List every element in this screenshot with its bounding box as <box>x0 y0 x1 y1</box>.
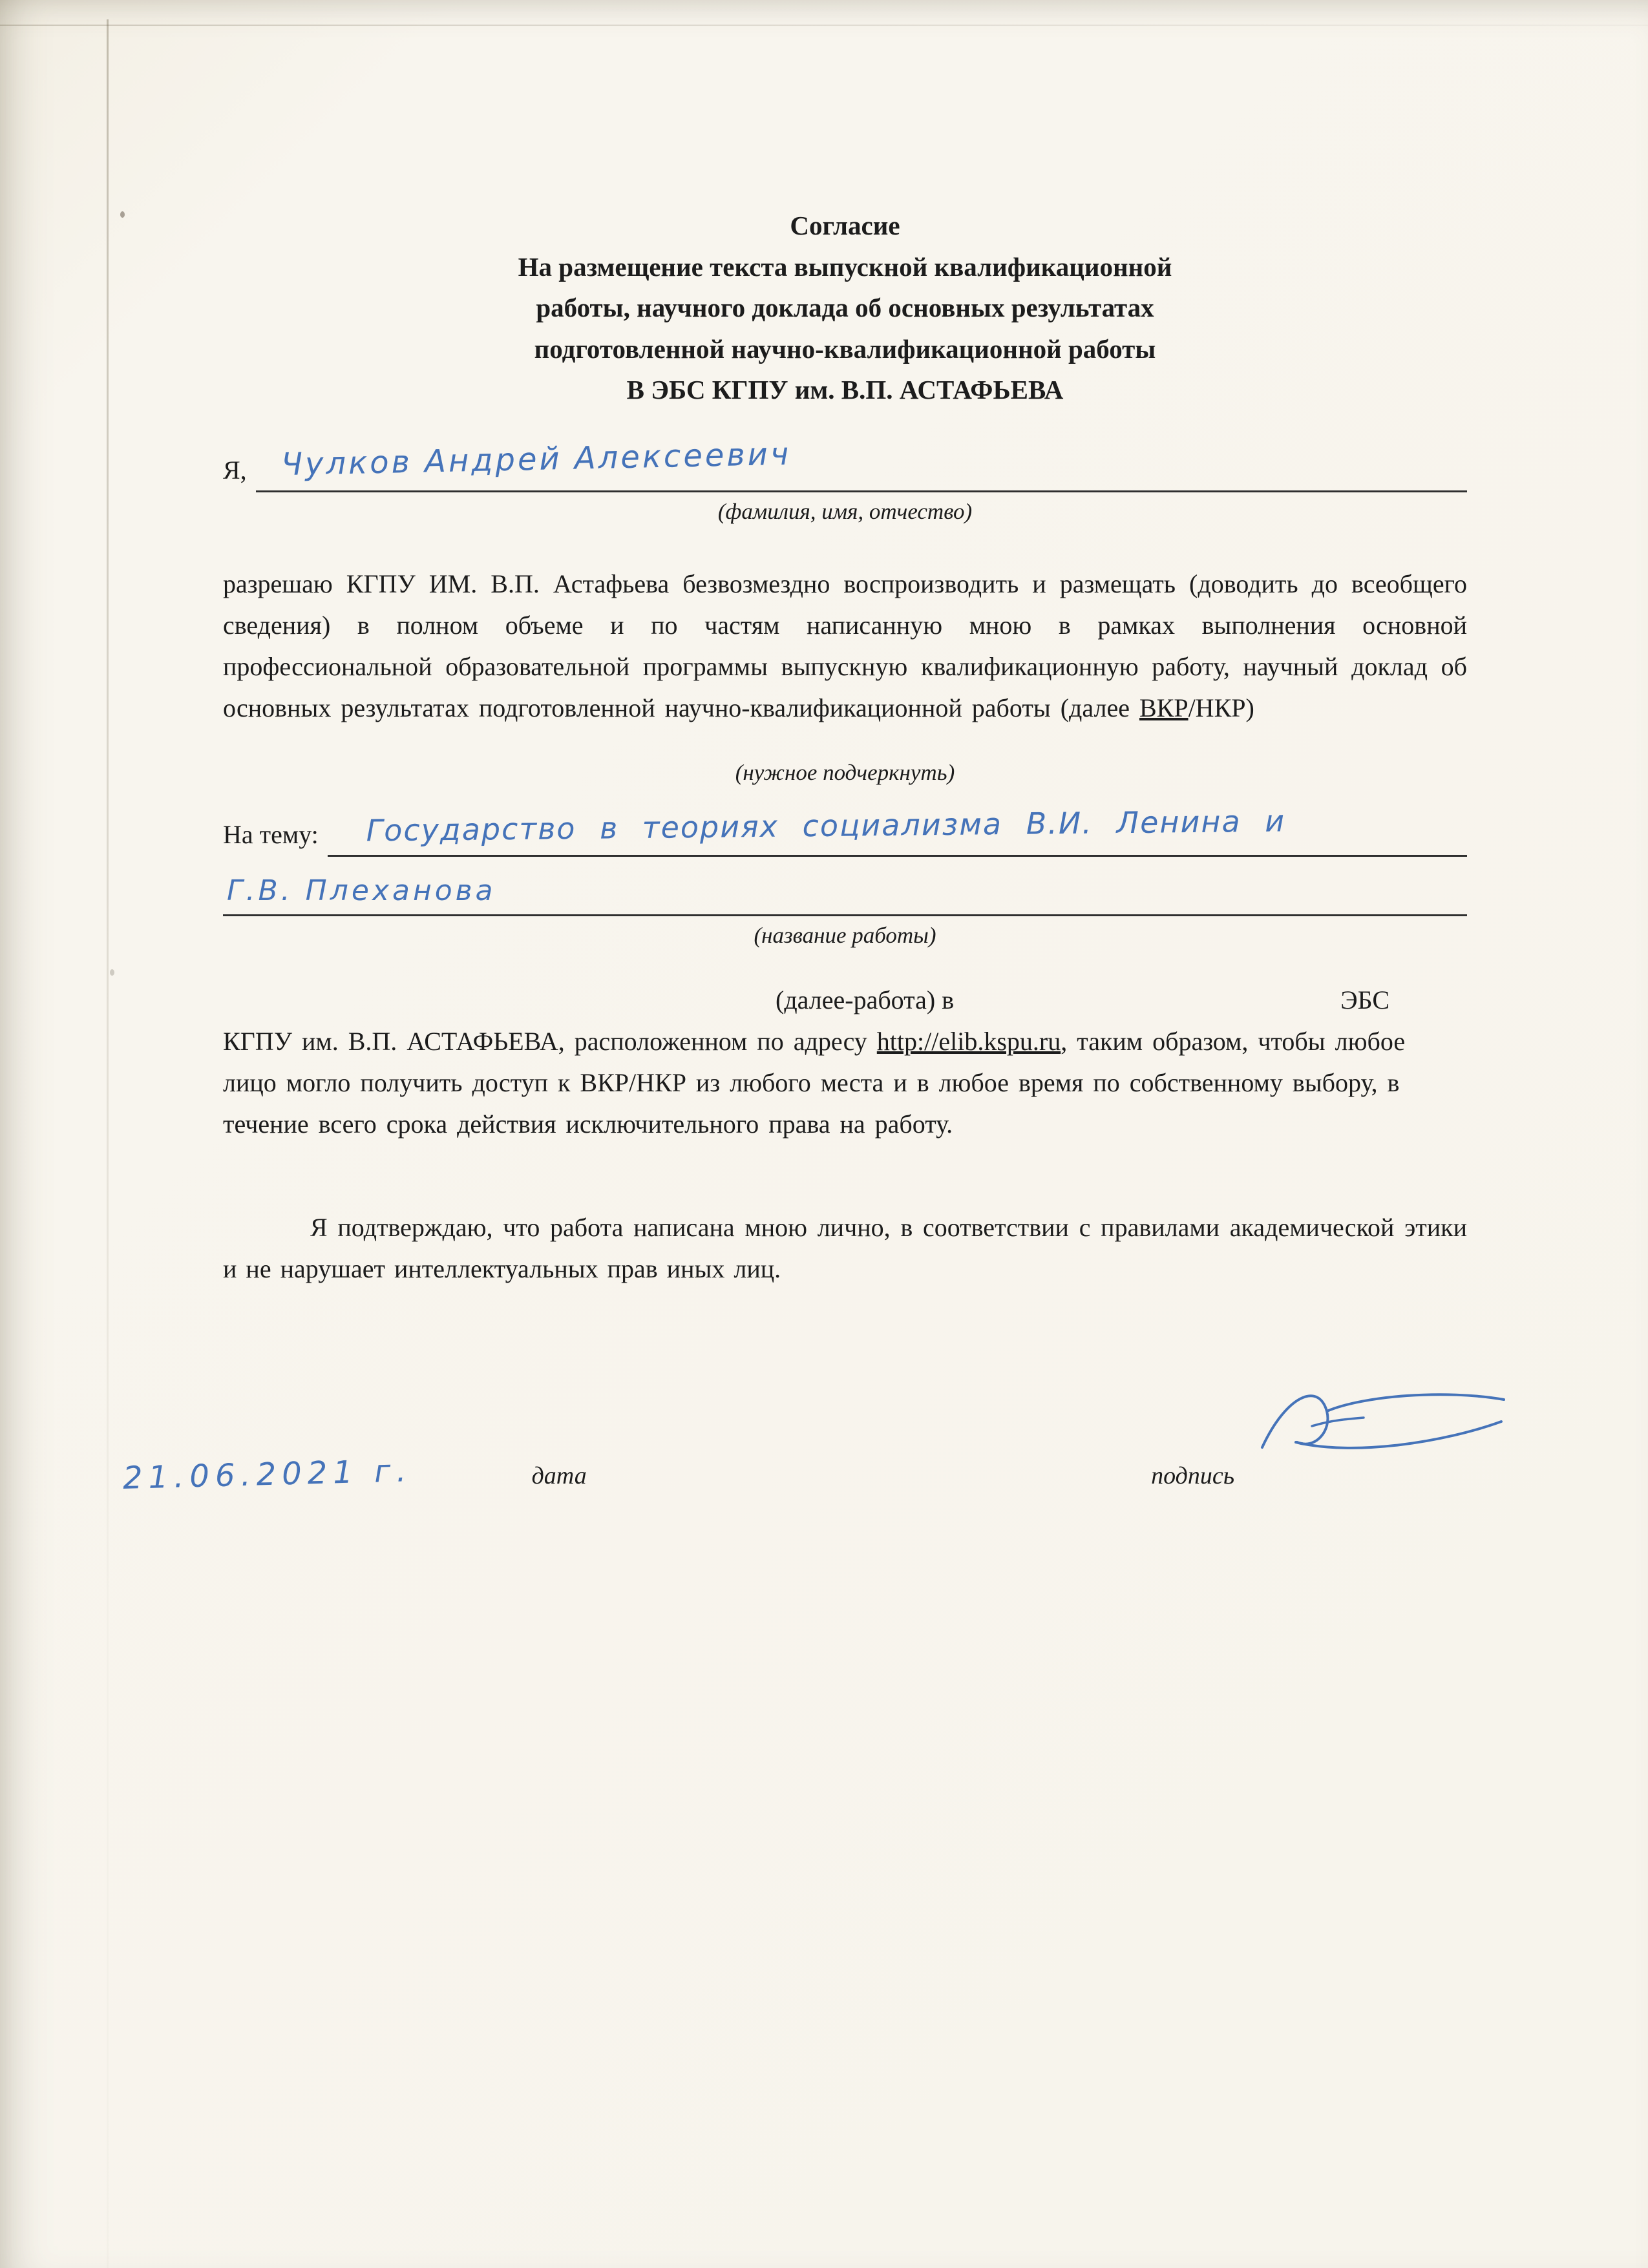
title-line: Согласие <box>790 211 900 240</box>
topic-label: На тему: <box>223 820 319 850</box>
topic-fill-line-2 <box>223 868 1467 916</box>
ebs-text: ЭБС <box>1340 985 1389 1014</box>
date-label: дата <box>531 1462 587 1489</box>
paragraph-text: разрешаю КГПУ ИМ. В.П. Астафьева безвозмездно воспроизводить и размещать (доводить до всеобщего сведения) в полном объеме и по частям написанную мною в рамках выполнения основной профессиональной образовательной программы выпускную квалификационную работу, научный доклад об основных результатах подготовленной научно-квалификационной работы (далее <box>223 569 1467 722</box>
paragraph-text: /НКР) <box>1188 693 1254 722</box>
name-field-row <box>223 436 1467 492</box>
name-fill-line <box>256 436 1467 492</box>
topic-fill-line <box>328 803 1467 857</box>
confirmation-paragraph: Я подтверждаю, что работа написана мною лично, в соответствии с правилами академической этики и не нарушает интеллектуальных прав иных лиц. <box>223 1212 1467 1283</box>
ya-label: Я, <box>223 455 247 485</box>
permission-paragraph <box>223 563 1467 729</box>
scan-paper-edge-left <box>107 19 109 2268</box>
title-line: В ЭБС КГПУ им. В.П. АСТАФЬЕВА <box>626 375 1064 405</box>
signature-stroke <box>1251 1378 1509 1468</box>
handwritten-date: 21.06.2021 г. <box>122 1453 413 1496</box>
name-caption: (фамилия, имя, отчество) <box>717 498 973 524</box>
underline-caption: (нужное подчеркнуть) <box>735 759 955 785</box>
paragraph-text: КГПУ им. В.П. АСТАФЬЕВА, расположенном по адресу <box>223 1026 877 1056</box>
topic-caption: (название работы) <box>754 922 936 948</box>
scan-speck <box>120 211 125 218</box>
signature-date-row <box>122 1396 1509 1496</box>
signature-label: подпись <box>1151 1462 1234 1489</box>
scan-speck <box>110 969 114 976</box>
title-line: работы, научного доклада об основных результатах <box>536 293 1154 323</box>
dalee-rabota-line <box>223 980 1467 1021</box>
handwritten-signature <box>1251 1378 1509 1475</box>
handwritten-name: Чулков Андрей Алексеевич <box>280 436 792 483</box>
paragraph-text: , таким образом, чтобы любое лицо могло получить доступ к ВКР/НКР из любого места и в любое время по собственному выбору, в течение всего срока действия исключительного права на работу. <box>223 1026 1406 1139</box>
handwritten-topic-line2: Г.В. Плеханова <box>227 874 496 908</box>
access-paragraph <box>223 1021 1467 1145</box>
scan-paper-edge-top <box>0 25 1648 26</box>
elib-url-text: http://elib.kspu.ru <box>876 1026 1061 1056</box>
dalee-rabota-text: (далее-работа) в <box>776 985 955 1014</box>
topic-field-row <box>223 803 1467 857</box>
handwritten-topic-line1: Государство в теориях социализма В.И. Ленина и <box>366 803 1286 848</box>
vkr-underlined-text: ВКР <box>1139 693 1188 722</box>
document-title <box>223 205 1467 411</box>
title-line: На размещение текста выпускной квалификационной <box>518 251 1172 282</box>
title-line: подготовленной научно-квалификационной работы <box>534 333 1156 364</box>
document-content <box>223 205 1467 1316</box>
